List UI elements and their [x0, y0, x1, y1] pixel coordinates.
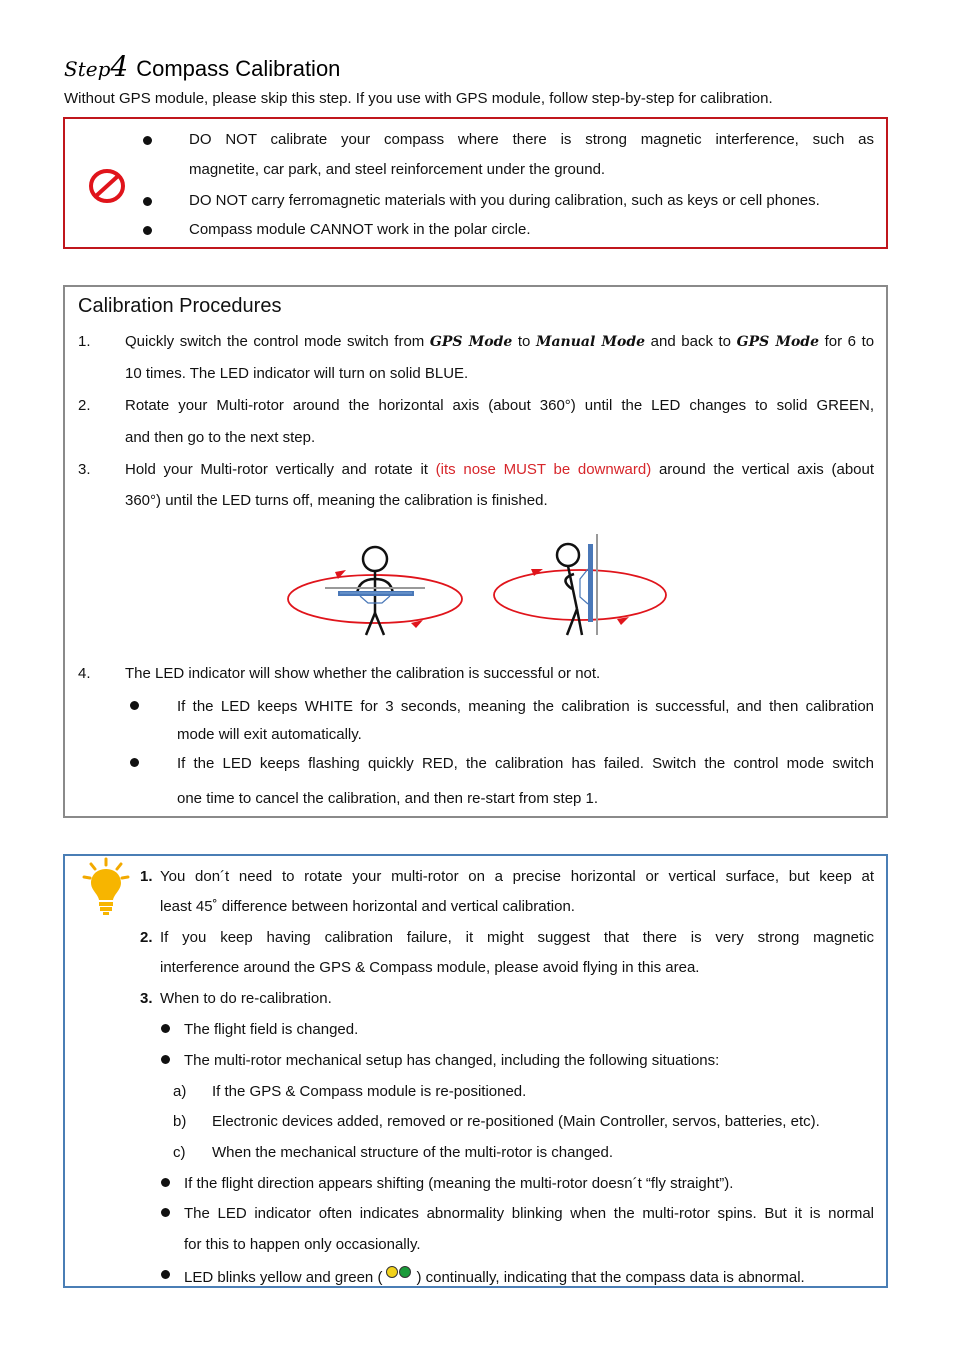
bullet-icon [130, 701, 139, 710]
gps-mode-label: GPS Mode [429, 334, 513, 350]
warning-item: DO NOT carry ferromagnetic materials with you during calibration, such as keys or cell phones. [189, 192, 820, 209]
warning-item: Compass module CANNOT work in the polar circle. [189, 221, 531, 238]
step-4-line-1: The LED indicator will show whether the calibration is successful or not. [125, 665, 601, 682]
tip-1-line-1: You don´t need to rotate your multi-rotor on a precise horizontal or vertical surface, but keep at [160, 868, 874, 885]
sub-item: When the mechanical structure of the multi-rotor is changed. [212, 1144, 614, 1161]
tip-3-line-1: When to do re-calibration. [160, 990, 332, 1007]
warning-item-cont: magnetite, car park, and steel reinforcement under the ground. [189, 161, 606, 178]
sub-item-label: c) [173, 1144, 186, 1161]
tip-2-line-1: If you keep having calibration failure, it might suggest that there is very strong magnetic [160, 929, 874, 946]
step-4-bullet-1-cont: mode will exit automatically. [177, 726, 362, 743]
step-word: Step [64, 57, 111, 81]
tip-bullet: The LED indicator often indicates abnormality blinking when the multi-rotor spins. But it is normal [184, 1205, 874, 1222]
tip-1-line-2: least 45˚ difference between horizontal and vertical calibration. [160, 898, 575, 915]
procedures-box [63, 285, 888, 818]
sub-item-label: a) [173, 1083, 187, 1100]
tip-bullet: The flight field is changed. [184, 1021, 359, 1038]
step-1-line-2: 10 times. The LED indicator will turn on solid BLUE. [125, 365, 469, 382]
step-2-line-1: Rotate your Multi-rotor around the horizontal axis (about 360°) until the LED changes to solid GREEN, [125, 397, 874, 414]
step-4-bullet-2-cont: one time to cancel the calibration, and then re-start from step 1. [177, 790, 599, 807]
warning-item: DO NOT calibrate your compass where there is strong magnetic interference, such as [189, 131, 874, 148]
step-number: 4 [110, 50, 129, 83]
bullet-icon [161, 1178, 170, 1187]
sub-item: If the GPS & Compass module is re-positioned. [212, 1083, 527, 1100]
step-number: 4. [78, 665, 91, 682]
step-3-line-2: 360°) until the LED turns off, meaning the calibration is finished. [125, 492, 548, 509]
step-4-bullet-2: If the LED keeps flashing quickly RED, the calibration has failed. Switch the control mode switch [177, 755, 874, 772]
step-1-line-1: Quickly switch the control mode switch from GPS Mode to Manual Mode and back to GPS Mode for 6 to [125, 333, 875, 350]
step-4-bullet-1: If the LED keeps WHITE for 3 seconds, meaning the calibration is successful, and then calibration [177, 698, 874, 715]
section-title: Compass Calibration [136, 56, 341, 81]
bullet-icon [161, 1055, 170, 1064]
step-number: 1. [78, 333, 91, 350]
step-3-line-1: Hold your Multi-rotor vertically and rotate it (its nose MUST be downward) around the vertical axis (about [125, 461, 875, 478]
tip-bullet-cont: for this to happen only occasionally. [184, 1236, 421, 1253]
led-yellow-green-icon [384, 1266, 414, 1280]
bullet-icon [143, 226, 152, 235]
tip-bullet: The multi-rotor mechanical setup has changed, including the following situations: [184, 1052, 720, 1069]
warning-box [63, 117, 888, 249]
bullet-icon [161, 1208, 170, 1217]
nose-downward-warning: (its nose MUST be downward) [435, 461, 652, 478]
bullet-icon [143, 197, 152, 206]
sub-item-label: b) [173, 1113, 187, 1130]
vertical-rotation-figure [494, 534, 666, 635]
bullet-icon [130, 758, 139, 767]
sub-item: Electronic devices added, removed or re-positioned (Main Controller, servos, batteries, etc). [212, 1113, 820, 1130]
intro-text: Without GPS module, please skip this step. If you use with GPS module, follow step-by-step for calibration. [64, 90, 773, 107]
page-title [64, 50, 340, 83]
tip-number: 2. [140, 929, 153, 946]
bullet-icon [161, 1270, 170, 1279]
step-number: 3. [78, 461, 91, 478]
gps-mode-label: GPS Mode [736, 334, 820, 350]
tip-number: 3. [140, 990, 153, 1007]
lightbulb-icon [81, 856, 133, 916]
bullet-icon [143, 136, 152, 145]
tip-bullet: If the flight direction appears shifting (meaning the multi-rotor doesn´t “fly straight”). [184, 1175, 734, 1192]
step-2-line-2: and then go to the next step. [125, 429, 316, 446]
procedures-title: Calibration Procedures [78, 295, 282, 317]
prohibited-icon [87, 167, 127, 205]
tip-bullet-led: LED blinks yellow and green ( ) continually, indicating that the compass data is abnormal. [184, 1266, 805, 1288]
bullet-icon [161, 1024, 170, 1033]
manual-mode-label: Manual Mode [535, 334, 646, 350]
tip-number: 1. [140, 868, 153, 885]
horizontal-rotation-figure [288, 547, 462, 635]
tips-box [63, 854, 888, 1288]
calibration-illustration [280, 529, 670, 641]
step-number: 2. [78, 397, 91, 414]
tip-2-line-2: interference around the GPS & Compass module, please avoid flying in this area. [160, 959, 700, 976]
